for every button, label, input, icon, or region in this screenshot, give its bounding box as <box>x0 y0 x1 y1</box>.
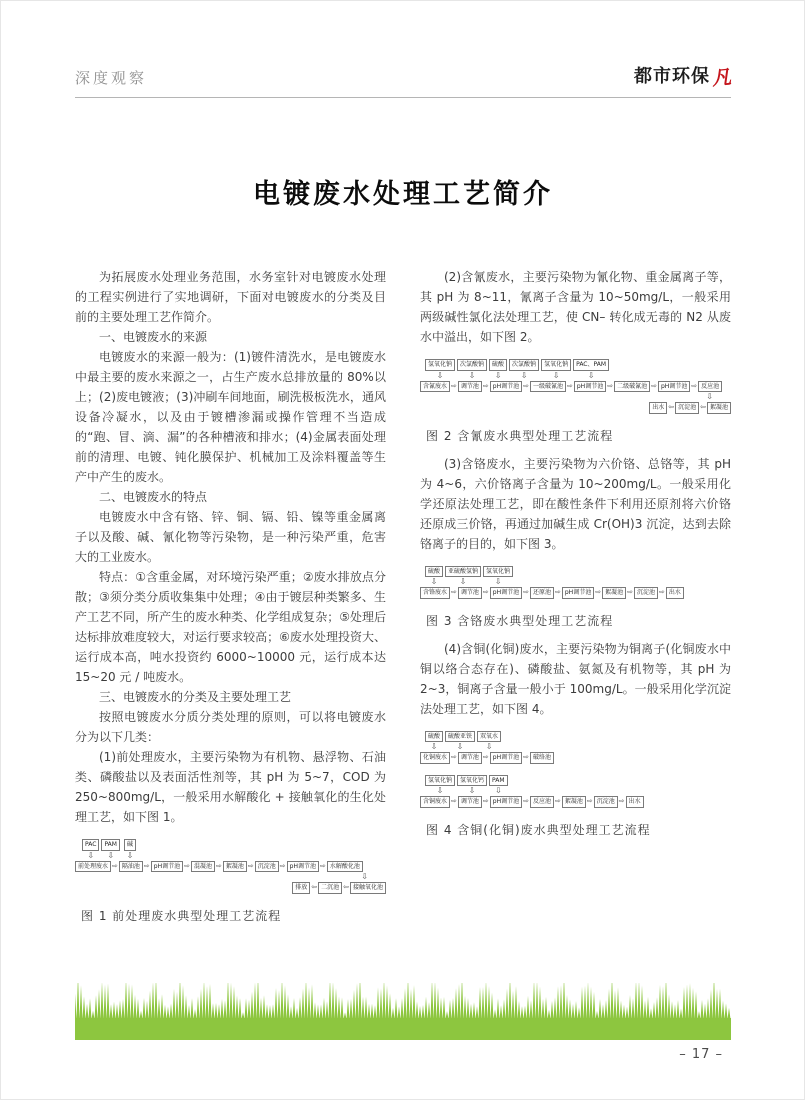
chemical-box: 氢氧化钠 <box>425 359 455 371</box>
figure-caption: 图 1 前处理废水典型处理工艺流程 <box>81 908 282 923</box>
flow-step <box>594 796 626 808</box>
flow-step <box>327 861 363 873</box>
arrow-left-icon: ⇦ <box>668 403 675 412</box>
flow-step <box>420 587 458 599</box>
arrow-right-icon: ⇨ <box>523 381 529 390</box>
arrow-down-icon: ⇩ <box>126 850 134 860</box>
process-box: pH调节池 <box>490 587 522 599</box>
chemical-box: 硫酸 <box>425 566 443 578</box>
arrow-right-icon: ⇨ <box>691 381 698 390</box>
process-box: pH调节池 <box>490 381 522 393</box>
process-box: 絮凝池 <box>562 796 586 808</box>
process-box: 调节池 <box>458 587 482 599</box>
brand-name: 都市环保 <box>633 66 710 87</box>
arrow-right-icon: ⇨ <box>451 797 457 806</box>
arrow-right-icon: ⇨ <box>482 753 489 762</box>
arrow-left-icon: ⇦ <box>343 883 349 892</box>
chemical-box: 氢氧化钠 <box>541 359 571 371</box>
chemical-cell <box>81 839 100 861</box>
flow-step <box>530 752 554 764</box>
arrow-right-icon: ⇨ <box>184 861 190 870</box>
chemical-feed <box>124 839 136 861</box>
flow-step <box>614 381 658 393</box>
chemical-box: 碱 <box>124 839 136 851</box>
flow-step <box>530 587 562 599</box>
chemical-row <box>420 359 731 381</box>
paragraph: 为拓展废水处理业务范围，水务室针对电镀废水处理的工程实例进行了实地调研，下面对电镀废水的分类及目前的主要处理工艺作简介。 <box>75 270 386 324</box>
process-box: 前处理废水 <box>75 861 111 873</box>
chemical-feed <box>489 775 508 797</box>
paragraph: (2)含氰废水，主要污染物为氰化物、重金属离子等，其 pH 为 8~11，氰离子含量为 10~50mg/L，一般采用两级碱性氯化法处理工艺，使 CN– 转化成无毒的 N2 从废水中溢出，如下图 2。 <box>420 270 731 344</box>
flow-step <box>562 796 594 808</box>
process-flow <box>420 564 731 601</box>
flow-step <box>75 861 119 873</box>
arrow-right-icon: ⇨ <box>451 588 457 597</box>
chemical-cell <box>456 775 509 797</box>
chemical-feed <box>457 775 487 797</box>
left-column <box>75 267 386 934</box>
flow-step <box>574 381 614 393</box>
process-flow <box>420 357 731 416</box>
arrow-right-icon: ⇨ <box>555 797 561 806</box>
chemical-feed <box>541 359 571 381</box>
arrow-right-icon: ⇨ <box>627 588 633 597</box>
arrow-down-icon: ⇩ <box>430 577 438 586</box>
flow-step <box>151 861 191 873</box>
arrow-right-icon: ⇨ <box>523 588 529 597</box>
chemical-feed <box>82 839 99 861</box>
flowchart-figure-3 <box>420 564 731 601</box>
process-box: 反应池 <box>698 381 722 393</box>
arrow-down-icon: ⇩ <box>485 742 493 751</box>
arrow-down-icon: ⇩ <box>587 370 595 380</box>
process-flow <box>75 837 386 896</box>
arrow-down-icon: ⇩ <box>459 577 467 586</box>
flowchart-figure-2 <box>420 357 731 416</box>
paragraph: 特点：①含重金属，对环境污染严重；②废水排放点分散；③须分类分质收集集中处理；④由于镀层种类繁多、生产工艺不同，所产生的废水种类、化学组成复杂；⑤处理后达标排放难度较大，对运行要求较高；⑥废水处理投资大、运行成本高，吨水投资约 6000~10000 元，运行成本达 15~20 元 / 吨废水。 <box>75 570 386 684</box>
grass-decoration <box>75 983 731 1040</box>
arrow-down-icon: ⇩ <box>494 370 502 380</box>
arrow-down-icon: ⇩ <box>361 872 368 881</box>
chemical-feed <box>101 839 120 861</box>
section-heading: 三、电镀废水的分类及主要处理工艺 <box>99 690 292 704</box>
chemical-feed <box>445 731 475 753</box>
arrow-down-icon: ⇩ <box>468 786 476 795</box>
flow-step <box>490 796 530 808</box>
flowchart-figure-4 <box>420 729 731 810</box>
flow-step <box>287 861 327 873</box>
arrow-right-icon: ⇨ <box>523 753 529 762</box>
arrow-right-icon: ⇨ <box>658 588 665 597</box>
process-box: 调节池 <box>458 381 482 393</box>
secondary-flow-row <box>292 882 386 894</box>
process-flow <box>420 729 731 766</box>
arrow-down-icon: ⇩ <box>430 742 438 751</box>
main-flow-row <box>420 796 731 808</box>
chemical-box: PAM <box>489 775 508 787</box>
brand <box>634 62 731 88</box>
process-box: pH调节池 <box>151 861 183 873</box>
process-flow <box>420 773 731 810</box>
chemical-cell <box>456 359 488 381</box>
chemical-feed <box>425 359 455 381</box>
arrow-right-icon: ⇨ <box>451 381 457 390</box>
arrow-right-icon: ⇨ <box>451 753 457 762</box>
flow-step <box>698 381 722 393</box>
chemical-cell <box>508 359 540 381</box>
flow-step <box>634 587 666 599</box>
process-box: pH调节池 <box>658 381 690 393</box>
process-box: pH调节池 <box>490 796 522 808</box>
arrow-right-icon: ⇨ <box>567 381 573 390</box>
figure-caption: 图 4 含铜(化铜)废水典型处理工艺流程 <box>426 822 651 837</box>
chemical-box: PAC <box>82 839 99 851</box>
arrow-right-icon: ⇨ <box>555 588 561 597</box>
process-box: 还原池 <box>530 587 554 599</box>
chemical-cell <box>488 359 508 381</box>
chemical-box: 氢氧化钠 <box>483 566 513 578</box>
chemical-cell <box>424 775 456 797</box>
chemical-box: 次氯酸钠 <box>509 359 539 371</box>
arrow-left-icon: ⇦ <box>311 883 318 892</box>
arrow-down-icon: ⇩ <box>552 370 560 380</box>
chemical-cell <box>100 839 121 861</box>
process-box: 含氰废水 <box>420 381 450 393</box>
arrow-right-icon: ⇨ <box>143 861 150 870</box>
process-box: 排放 <box>292 882 310 894</box>
flow-step <box>420 796 458 808</box>
arrow-right-icon: ⇨ <box>112 861 118 870</box>
process-box: 出水 <box>649 402 667 414</box>
arrow-right-icon: ⇨ <box>482 381 489 390</box>
right-column <box>420 267 731 934</box>
flow-step <box>458 381 490 393</box>
flow-step <box>490 752 530 764</box>
arrow-down-icon: ⇩ <box>436 370 444 380</box>
main-flow-row <box>420 381 731 393</box>
process-box: 水解酸化池 <box>327 861 363 873</box>
chemical-feed <box>425 775 455 797</box>
flow-step <box>458 796 490 808</box>
chemical-row <box>420 566 731 588</box>
flow-step <box>191 861 223 873</box>
secondary-flow <box>420 393 731 414</box>
arrow-down-icon: ⇩ <box>456 742 464 751</box>
chemical-feed <box>573 359 609 381</box>
process-box: 含铬废水 <box>420 587 450 599</box>
process-box: 沉淀池 <box>594 796 618 808</box>
section-heading: 一、电镀废水的来源 <box>99 330 208 344</box>
arrow-right-icon: ⇨ <box>482 588 489 597</box>
process-box: 沉淀池 <box>634 587 658 599</box>
chemical-cell <box>123 839 137 861</box>
main-flow-row <box>75 861 386 873</box>
paragraph: (1)前处理废水，主要污染物为有机物、悬浮物、石油类、磷酸盐以及表面活性剂等，其 pH 为 5~7，COD 为 250~800mg/L，一般采用水解酸化 + 接触氧化的生化处理工艺，如下图 1。 <box>75 750 386 824</box>
process-box: pH调节池 <box>562 587 594 599</box>
flowchart-figure-1 <box>75 837 386 896</box>
page-number: – 17 – <box>679 1047 723 1062</box>
arrow-right-icon: ⇨ <box>618 797 625 806</box>
chemical-box: 次氯酸钠 <box>457 359 487 371</box>
arrow-down-icon: ⇩ <box>436 786 444 795</box>
process-box: pH调节池 <box>490 752 522 764</box>
flow-step <box>458 752 490 764</box>
process-box: 隔油池 <box>119 861 143 873</box>
article-title: 电镀废水处理工艺简介 <box>253 179 553 210</box>
chemical-feed <box>445 566 481 588</box>
process-box: 化铜废水 <box>420 752 450 764</box>
flow-step <box>255 861 287 873</box>
chemical-cell <box>572 359 610 381</box>
section-heading: 二、电镀废水的特点 <box>99 490 208 504</box>
process-box: 含铜废水 <box>420 796 450 808</box>
chemical-feed <box>489 359 507 381</box>
chemical-box: PAC、PAM <box>573 359 609 371</box>
arrow-right-icon: ⇨ <box>523 797 529 806</box>
process-box: 出水 <box>666 587 684 599</box>
main-flow-row <box>420 752 731 764</box>
paragraph: (3)含铬废水，主要污染物为六价铬、总铬等，其 pH 为 4~6，六价铬离子含量为 10~200mg/L。一般采用化学还原法处理工艺，即在酸性条件下利用还原剂将六价铬还原成三价铬，再通过加碱生成 Cr(OH)3 沉淀，达到去除铬离子的目的，如下图 3。 <box>420 456 731 551</box>
flow-step <box>626 796 644 808</box>
flow-step <box>420 381 458 393</box>
flow-step <box>562 587 602 599</box>
paragraph: 按照电镀废水分质分类处理的原则，可以将电镀废水分为以下几类： <box>75 710 386 744</box>
main-flow-row <box>420 587 731 599</box>
flow-step <box>420 752 458 764</box>
chemical-cell <box>444 566 482 588</box>
process-box: 二级破氰池 <box>614 381 650 393</box>
paragraph: 电镀废水中含有铬、锌、铜、镉、铅、镍等重金属离子以及酸、碱、氰化物等污染物，是一种污染严重，危害大的工业废水。 <box>75 510 386 564</box>
process-box: 絮凝池 <box>223 861 247 873</box>
arrow-down-icon: ⇩ <box>468 370 476 380</box>
process-box: 一级破氰池 <box>530 381 566 393</box>
chemical-cell <box>424 731 444 753</box>
flow-step <box>490 587 530 599</box>
arrow-down-icon: ⇩ <box>706 392 713 401</box>
chemical-feed <box>477 731 501 753</box>
flow-step <box>119 861 151 873</box>
paragraph: 电镀废水的来源一般为：(1)镀件清洗水，是电镀废水中最主要的废水来源之一，占生产废水总排放量的 80%以上；(2)废电镀液；(3)冲刷车间地面，刷洗极板洗水，通风设备冷凝水，以及由于镀槽渗漏或操作管理不当造成的“跑、冒、滴、漏”的各种槽液和排水；(4)金属表面处理前的清理、电镀、钝化膜保护、机械加工及涂料覆盖等生产中产生的废水。 <box>75 350 386 484</box>
arrow-down-icon: ⇩ <box>107 850 115 860</box>
process-box: 沉淀池 <box>675 402 699 414</box>
arrow-down-icon: ⇩ <box>494 577 502 586</box>
flow-step <box>530 796 562 808</box>
flow-step <box>658 381 698 393</box>
figure-caption: 图 3 含铬废水典型处理工艺流程 <box>426 613 614 628</box>
process-box: 破络池 <box>530 752 554 764</box>
process-box: 絮凝池 <box>707 402 731 414</box>
article-body <box>75 267 731 934</box>
process-box: 出水 <box>626 796 644 808</box>
chemical-cell <box>424 359 456 381</box>
paragraph: (4)含铜(化铜)废水，主要污染物为铜离子(化铜废水中铜以络合态存在)、磷酸盐、氨氮及有机物等，其 pH 为 2~3，铜离子含量一般小于 100mg/L。一般采用化学沉淀法处理工艺，如下图 4。 <box>420 641 731 716</box>
arrow-right-icon: ⇨ <box>651 381 657 390</box>
arrow-down-icon: ⇩ <box>520 370 528 380</box>
page-header <box>75 62 731 98</box>
process-box: pH调节池 <box>574 381 606 393</box>
chemical-feed <box>509 359 539 381</box>
chemical-feed <box>425 731 443 753</box>
chemical-box: 氢氧化钠 <box>425 775 455 787</box>
chemical-cell <box>424 566 444 588</box>
chemical-box: 硫酸 <box>489 359 507 371</box>
chemical-box: PAM <box>101 839 120 851</box>
chemical-feed <box>483 566 513 588</box>
arrow-right-icon: ⇨ <box>279 861 286 870</box>
chemical-feed <box>425 566 443 588</box>
chemical-feed <box>457 359 487 381</box>
chemical-cell <box>482 566 514 588</box>
arrow-right-icon: ⇨ <box>216 861 222 870</box>
process-box: 接触氧化池 <box>350 882 386 894</box>
chemical-row <box>420 731 731 753</box>
column-section-label: 深度观察 <box>75 69 148 87</box>
chemical-cell <box>540 359 572 381</box>
chemical-box: 亚硫酸氢钠 <box>445 566 481 578</box>
chemical-box: 硫酸 <box>425 731 443 743</box>
arrow-down-icon: ⇩ <box>87 850 95 860</box>
chemical-box: 氢氧化钙 <box>457 775 487 787</box>
arrow-right-icon: ⇨ <box>586 797 593 806</box>
arrow-down-icon: ⇩ <box>494 786 502 795</box>
process-box: 反应池 <box>530 796 554 808</box>
chemical-box: 双氧水 <box>477 731 501 743</box>
flow-step <box>602 587 634 599</box>
flow-step <box>530 381 574 393</box>
flow-step <box>223 861 255 873</box>
chemical-row <box>420 775 731 797</box>
process-box: 沉淀池 <box>255 861 279 873</box>
arrow-right-icon: ⇨ <box>607 381 614 390</box>
flow-step <box>666 587 684 599</box>
secondary-flow-row <box>649 402 731 414</box>
secondary-flow <box>75 873 386 894</box>
page-content <box>75 62 731 934</box>
process-box: 混凝池 <box>191 861 215 873</box>
chemical-box: 硫酸亚铁 <box>445 731 475 743</box>
process-box: 调节池 <box>458 796 482 808</box>
chemical-cell <box>444 731 502 753</box>
process-box: 调节池 <box>458 752 482 764</box>
flow-step <box>458 587 490 599</box>
process-box: pH调节池 <box>287 861 319 873</box>
figure-caption: 图 2 含氰废水典型处理工艺流程 <box>426 428 614 443</box>
chemical-row <box>75 839 386 861</box>
arrow-right-icon: ⇨ <box>247 861 254 870</box>
brand-logo-icon: 凡 <box>710 66 733 90</box>
flow-step <box>490 381 530 393</box>
arrow-right-icon: ⇨ <box>595 588 602 597</box>
arrow-right-icon: ⇨ <box>482 797 489 806</box>
arrow-left-icon: ⇦ <box>700 403 706 412</box>
process-box: 二沉池 <box>318 882 342 894</box>
arrow-right-icon: ⇨ <box>319 861 326 870</box>
process-box: 絮凝池 <box>602 587 626 599</box>
